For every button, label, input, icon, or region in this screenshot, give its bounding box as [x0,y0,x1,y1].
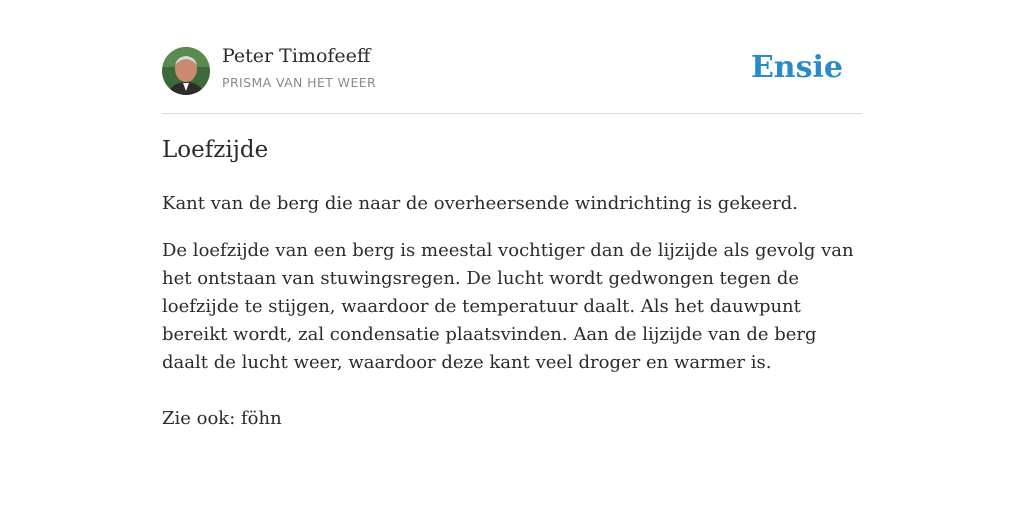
author-avatar[interactable] [162,47,210,95]
entry-title: Loefzijde [162,137,269,163]
entry-card [162,0,862,429]
ensie-logo[interactable]: Ensie [750,50,843,85]
author-subtitle[interactable]: PRISMA VAN HET WEER [222,75,377,90]
entry-body: De loefzijde van een berg is meestal vochtiger dan de lijzijde als gevolg van het ontstaan van stuwingsregen. De lucht wordt gedwongen tegen de loefzijde te stijgen, waardoor de temperatuur daalt. Als het dauwpunt bereikt wordt, zal condensatie plaatsvinden. Aan de lijzijde van de berg daalt de lucht weer, waardoor deze kant veel droger en warmer is. [162,240,854,373]
entry-lead: Kant van de berg die naar de overheersende windrichting is gekeerd. [162,193,799,214]
entry-header [162,0,862,114]
author-name[interactable]: Peter Timofeeff [222,45,371,67]
see-also-text: Zie ook: föhn [162,408,282,429]
